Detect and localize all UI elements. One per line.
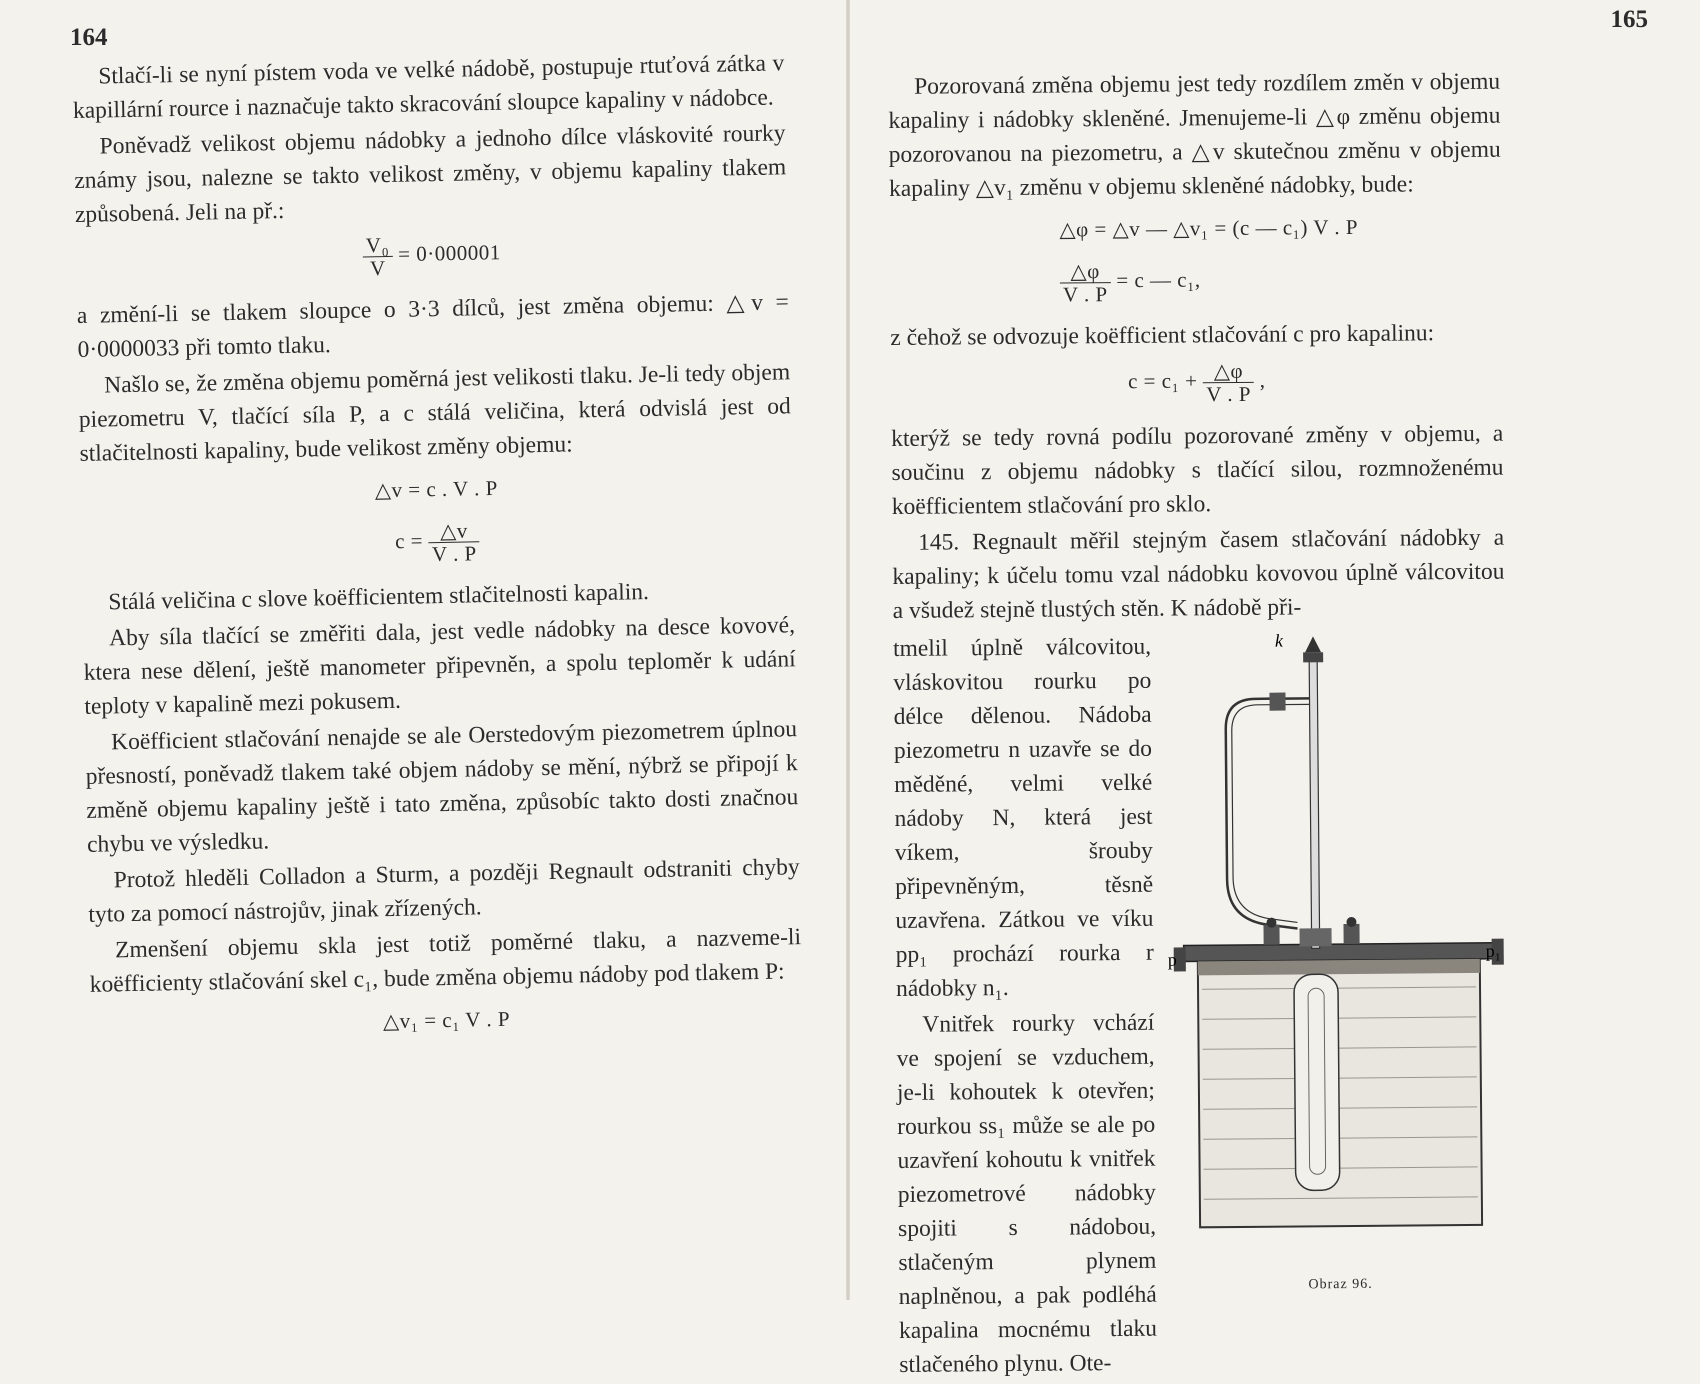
paragraph: Stálá veličina c slove koëfficientem stlačitelnosti kapalin. bbox=[108, 579, 650, 616]
paragraph: Protož hleděli Colladon a Sturm, a později Regnault odstraniti chyby tyto za pomocí nástrojův, jinak zřízených. bbox=[88, 854, 800, 928]
figure-label-p: p bbox=[1167, 949, 1177, 970]
equation-volume-change: △v = c . V . P bbox=[374, 475, 498, 503]
fraction-numerator: △v bbox=[428, 519, 479, 543]
text-with-figure bbox=[893, 627, 1512, 1384]
side-tube bbox=[1226, 698, 1312, 929]
tube-coupling bbox=[1269, 693, 1285, 711]
fraction-numerator: V₀ bbox=[362, 234, 392, 258]
capillary-tube bbox=[1309, 658, 1320, 948]
right-page bbox=[850, 0, 1700, 1378]
wrapped-text bbox=[893, 630, 1158, 1384]
vessel-body bbox=[1198, 957, 1482, 1227]
lid-underside bbox=[1198, 959, 1480, 975]
figure-regnault-piezometer bbox=[1165, 627, 1511, 1293]
page-number-right: 165 bbox=[1610, 6, 1648, 33]
stopcock-k bbox=[1305, 636, 1321, 652]
paragraph: Koëfficient stlačování nenajde se ale Oerstedovým piezometrem úplnou přesností, poněvadž tlakem také objem nádoby se mění, nýbrž se připojí k změně objemu kapaliny ještě i tato změna, způsobíc takto dosti značnou chybu ve výsledku. bbox=[85, 716, 799, 858]
central-gland bbox=[1300, 928, 1332, 946]
paragraph: kterýž se tedy rovná podílu pozorované změny v objemu, a součinu z objemu nádobky s tlačící silou, rozmnoženému koëfficientem stlačování pro sklo. bbox=[891, 420, 1504, 520]
valve-left bbox=[1266, 918, 1276, 928]
fraction-numerator: △φ bbox=[1203, 360, 1254, 383]
figure-caption: Obraz 96. bbox=[1308, 1276, 1373, 1293]
fraction-denominator: V . P bbox=[431, 541, 477, 567]
equation-rhs: = 0·000001 bbox=[397, 240, 501, 267]
equation-lhs: c = bbox=[394, 528, 424, 554]
paragraph: a změní-li se tlakem sloupce o 3·3 dílců, jest změna objemu: △v = 0·0000033 při tomto tlaku. bbox=[76, 289, 790, 363]
paragraph: Našlo se, že změna objemu poměrná jest velikosti tlaku. Je-li tedy objem piezometru V, tlačící síla P, a c stálá veličina, která odvislá jest od stlačitelnosti kapaliny, bude velikost změny objemu: bbox=[78, 359, 792, 467]
paragraph: Aby síla tlačící se změřiti dala, jest vedle nádobky na desce kovové, ktera nese dělení, ještě manometer připevněn, a spolu teploměr k udání teploty v kapalině mezi pokusem. bbox=[83, 612, 796, 720]
vessel-lid bbox=[1184, 943, 1494, 962]
paragraph: tmelil úplně válcovitou, vláskovitou rourku po délce dělenou. Nádoba piezometru n uzavře se do měděné, velmi velké nádoby N, která jest víkem, šrouby připevněným, těsně uzavřena. Zátkou ve víku pp₁ prochází rourka r nádobky n₁. bbox=[892, 633, 1154, 1002]
equation-lhs: c = c₁ + bbox=[1127, 368, 1198, 394]
fraction bbox=[1203, 360, 1254, 405]
fraction-denominator: V . P bbox=[1206, 381, 1252, 407]
equation-coefficient bbox=[81, 513, 794, 572]
fraction-numerator: △φ bbox=[1060, 260, 1111, 283]
equation-coefficient-right bbox=[891, 358, 1503, 408]
figure-label-k: k bbox=[1274, 630, 1284, 651]
equation-glass-change: △v₁ = c₁ V . P bbox=[382, 1006, 511, 1034]
fraction-denominator: V . P bbox=[1062, 282, 1108, 307]
paragraph: Stlačí-li se nyní pístem voda ve velké nádobě, postupuje rtuťová zátka v kapillární rource i naznačuje takto skracování sloupce kapaliny v nádobce. bbox=[72, 50, 785, 124]
paragraph: 145. Regnault měřil stejným časem stlačování nádobky a kapaliny; k účelu tomu vzal nádobku kovovou úplně válcovitou a všudež stejně tlustých stěn. K nádobě při- bbox=[892, 524, 1505, 624]
figure-label-p1: p₁ bbox=[1485, 940, 1502, 961]
paragraph: z čehož se odvozuje koëfficient stlačování c pro kapalinu: bbox=[890, 320, 1435, 351]
equation-tail: , bbox=[1259, 368, 1266, 393]
equation-ratio-right bbox=[890, 257, 1502, 307]
right-page-text bbox=[888, 65, 1511, 1384]
inner-piezometer bbox=[1294, 974, 1340, 1190]
left-page-text bbox=[72, 46, 803, 1057]
valve-right bbox=[1346, 917, 1356, 927]
fraction bbox=[428, 519, 480, 565]
equation-rhs: = c — c₁, bbox=[1116, 267, 1201, 293]
page-number-left: 164 bbox=[70, 24, 108, 51]
paragraph: Vnitřek rourky vchází ve spojení se vzduchem, je-li kohoutek k otevřen; rourkou ss₁ může se ale po uzavření kohoutu k vnitřek piezometrové nádobky spojiti s nádobou, stlačeným plynem naplněnou, a pak podléhá kapalina mocnému tlaku stlačeného plynu. Ote- bbox=[896, 1009, 1158, 1378]
fraction bbox=[1060, 260, 1111, 305]
fraction bbox=[362, 234, 392, 280]
equation-ratio bbox=[75, 226, 788, 285]
left-page bbox=[0, 0, 846, 1300]
stopcock-body bbox=[1303, 652, 1323, 662]
paragraph: Pozorovaná změna objemu jest tedy rozdílem změn v objemu kapaliny i nádobky skleněné. Jmenujeme-li △φ změnu objemu pozorovanou na piezometru, a △v skutečnou změnu v objemu kapaliny △v₁ změnu v objemu skleněné nádobky, bude: bbox=[888, 68, 1501, 202]
paragraph: Zmenšení objemu skla jest totiž poměrné tlaku, a nazveme-li koëfficienty stlačování skel c₁, bude změna objemu nádoby pod tlakem P: bbox=[89, 924, 802, 998]
piezometer-illustration bbox=[1165, 627, 1510, 1260]
equation-observed-change: △φ = △v — △v₁ = (c — c₁) V . P bbox=[1059, 214, 1359, 242]
side-tube-inner bbox=[1232, 704, 1312, 923]
paragraph: Poněvadž velikost objemu nádobky a jednoho dílce vláskovité rourky známy jsou, nalezne se takto velikost změny, v objemu kapaliny tlakem způsobená. Jeli na př.: bbox=[74, 120, 787, 228]
fraction-denominator: V bbox=[369, 256, 386, 281]
